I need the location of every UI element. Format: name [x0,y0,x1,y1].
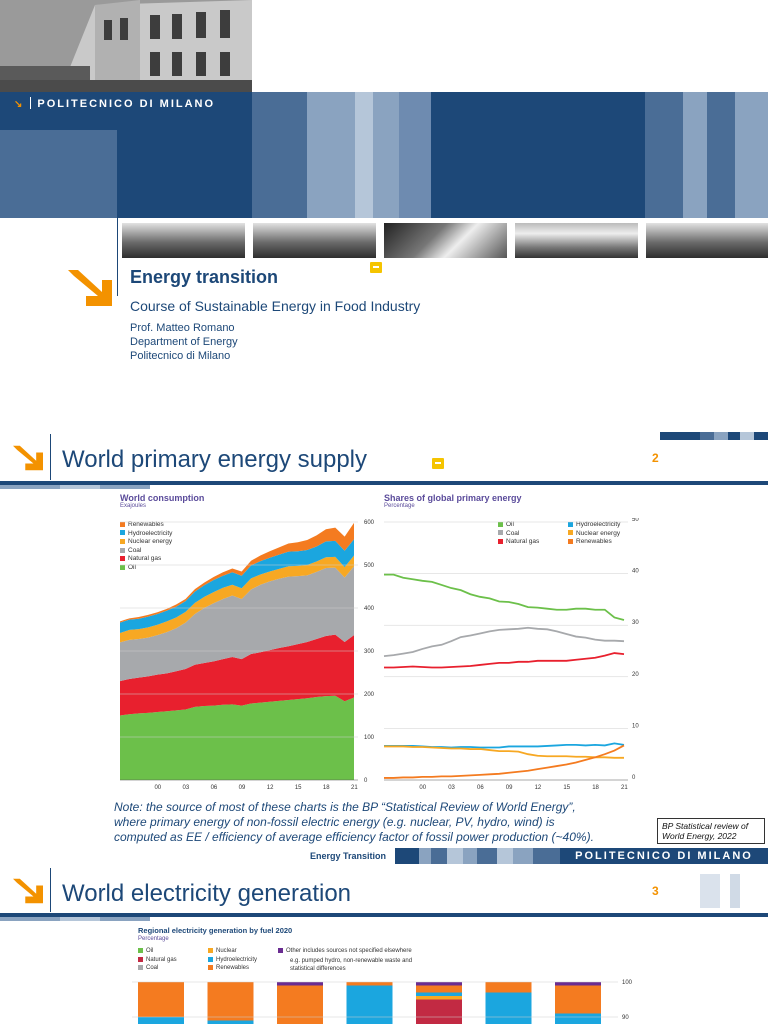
course-subtitle: Course of Sustainable Energy in Food Industry [130,298,421,314]
author-block [130,321,238,363]
chart1-title: World consumption [120,493,205,503]
campus-photo-5 [646,223,768,258]
legend-label: Other includes sources not specified elsewhere [286,948,412,955]
slide3-title: World electricity generation [62,880,352,907]
slide2-arrow-icon [10,443,46,473]
y-tick-label: 40 [632,568,639,575]
legend-label: Renewables [128,521,164,528]
x-tick-label: 00 [154,785,162,791]
chart2-shares [380,518,642,796]
chart1-subtitle: Exajoules [120,503,147,509]
slide3-number: 3 [652,884,659,898]
legend-swatch [138,948,143,953]
slide2-top-stripes [660,432,768,440]
x-tick-label: 18 [592,785,599,791]
x-tick-label: 00 [419,785,427,791]
logo-text: POLITECNICO DI MILANO [37,98,216,110]
slide3-title-divider [50,868,51,912]
author-department: Department of Energy [130,336,238,348]
legend-label: Nuclear energy [128,538,173,546]
bar-hydroelectricity [208,1021,254,1024]
blue-banner [0,92,768,218]
bar-renewables [277,986,323,1024]
bar-other [416,982,462,986]
bar-renewables [347,982,393,986]
bar-renewables [555,986,601,1014]
slide2-number: 2 [652,451,659,465]
y-tick-label: 0 [364,778,368,784]
legend-label: Natural gas [146,956,177,963]
legend-item-other [278,948,412,954]
y-tick-label: 90 [622,1015,629,1021]
x-tick-label: 06 [477,785,484,791]
legend-item-oil [138,948,153,954]
logo-arrow-icon: ↘ [14,99,25,110]
bar-nuclear [416,996,462,1000]
footer-course-name: Energy Transition [310,851,387,861]
footer-logo: POLITECNICO DI MILANO [560,848,768,864]
legend-label: Renewables [216,965,250,972]
line-coal [384,628,624,656]
presentation-title: Energy transition [130,267,279,287]
y-tick-label: 10 [632,723,639,730]
campus-photo-4 [515,223,638,258]
note-line-3: computed as EE / efficiency of average efficiency factor of fossil power production (~40%). [114,830,594,844]
legend-label: Oil [506,521,514,528]
y-tick-label: 500 [364,563,375,569]
slide2-title-divider [50,434,51,480]
campus-photo-strip [118,218,768,263]
campus-photo-3 [384,223,507,258]
bar-renewables [486,982,532,993]
legend-label: Hydroelectricity [128,529,173,537]
building-photo [0,0,252,92]
bp-line-2: World Energy, 2022 [662,831,737,841]
legend-label: Renewables [576,538,612,546]
slide2-header-stripes [0,485,260,489]
y-tick-label: 0 [632,775,636,781]
legend-swatch [138,957,143,962]
y-tick-label: 20 [632,671,639,678]
slide3-header-stripes [0,917,260,921]
chart2-title: Shares of global primary energy [384,493,522,503]
bar-hydroelectricity [555,1014,601,1024]
bar-hydroelectricity [486,993,532,1024]
x-tick-label: 15 [294,785,302,791]
bar-hydroelectricity [138,1017,184,1024]
x-tick-label: 03 [448,785,455,791]
legend-label: Coal [506,529,520,537]
other-note-line-2: e.g. pumped hydro, non-renewable waste and [290,958,413,964]
author-institution: Politecnico di Milano [130,350,231,362]
legend-label: Coal [128,546,142,554]
line-oil [384,575,624,620]
line-natural-gas [384,653,624,667]
slide2-title: World primary energy supply [62,446,368,473]
legend-swatch [208,965,213,970]
legend-label: Hydroelectricity [216,956,258,963]
legend-swatch [138,965,143,970]
line-nuclear-energy [384,746,624,757]
chart2-subtitle: Percentage [384,503,415,509]
slide2-comment-icon[interactable] [432,458,444,469]
campus-photo-2 [253,223,376,258]
legend-label: Coal [146,965,159,972]
y-tick-label: 300 [364,649,375,655]
legend-label: Hydroelectricity [576,521,621,528]
note-line-2: where primary energy of non-fossil electric energy (e.g. nuclear, PV, hydro, wind) is [114,815,555,829]
bar-renewables [138,982,184,1017]
chart1-world-consumption [118,518,380,796]
note-line-1: Note: the source of most of these charts is the BP “Statistical Review of World Energy”, [114,800,576,814]
legend-label: Nuclear [216,948,237,955]
polimi-logo [14,97,215,110]
y-tick-label: 50 [632,518,639,523]
author-name: Prof. Matteo Romano [130,322,235,334]
legend-item-natural-gas [138,957,177,963]
legend-swatch [278,948,283,953]
x-tick-label: 06 [210,785,218,791]
x-tick-label: 09 [238,785,246,791]
bar-natural-gas [416,1000,462,1024]
y-tick-label: 30 [632,620,639,627]
slide3-arrow-icon [10,876,46,906]
x-tick-label: 21 [351,785,358,791]
slide3-top-stripes [700,874,768,908]
x-tick-label: 09 [505,785,513,791]
title-arrow-icon [64,266,116,310]
legend-label: Oil [128,563,136,571]
bar-renewables [416,986,462,993]
legend-item-hydroelectricity [208,957,257,963]
comment-icon[interactable] [370,262,382,273]
legend-label: Oil [146,948,154,955]
legend-swatch [208,957,213,962]
bp-line-1: BP Statistical review of [662,821,749,831]
other-note-line-3: statistical differences [290,966,346,972]
x-tick-label: 12 [266,785,274,791]
legend-swatch [208,948,213,953]
legend-item-renewables [208,965,249,971]
campus-photo-1 [122,223,245,258]
legend-label: Natural gas [128,555,162,563]
y-tick-label: 400 [364,606,375,612]
y-tick-label: 600 [364,520,375,526]
bp-source-box [657,818,765,844]
chart3-subtitle: Percentage [138,936,169,942]
bar-hydroelectricity [347,986,393,1024]
logo-divider [30,97,31,109]
x-tick-label: 21 [621,785,628,791]
chart3-regional-generation [132,978,644,1024]
y-tick-label: 100 [364,735,375,741]
chart3-other-note [290,957,412,973]
bar-other [555,982,601,986]
legend-label: Nuclear energy [576,529,621,537]
bar-other [277,982,323,986]
x-tick-label: 18 [322,785,330,791]
x-tick-label: 15 [563,785,571,791]
legend-item-coal [138,965,158,971]
legend-item-nuclear [208,948,237,954]
bar-renewables [208,982,254,1021]
x-tick-label: 12 [534,785,542,791]
building-illustration [0,0,252,92]
y-tick-label: 100 [622,980,633,986]
y-tick-label: 200 [364,692,375,698]
legend-label: Natural gas [506,538,540,546]
x-tick-label: 03 [182,785,190,791]
source-note [114,800,634,845]
chart3-title: Regional electricity generation by fuel 2020 [138,926,293,935]
